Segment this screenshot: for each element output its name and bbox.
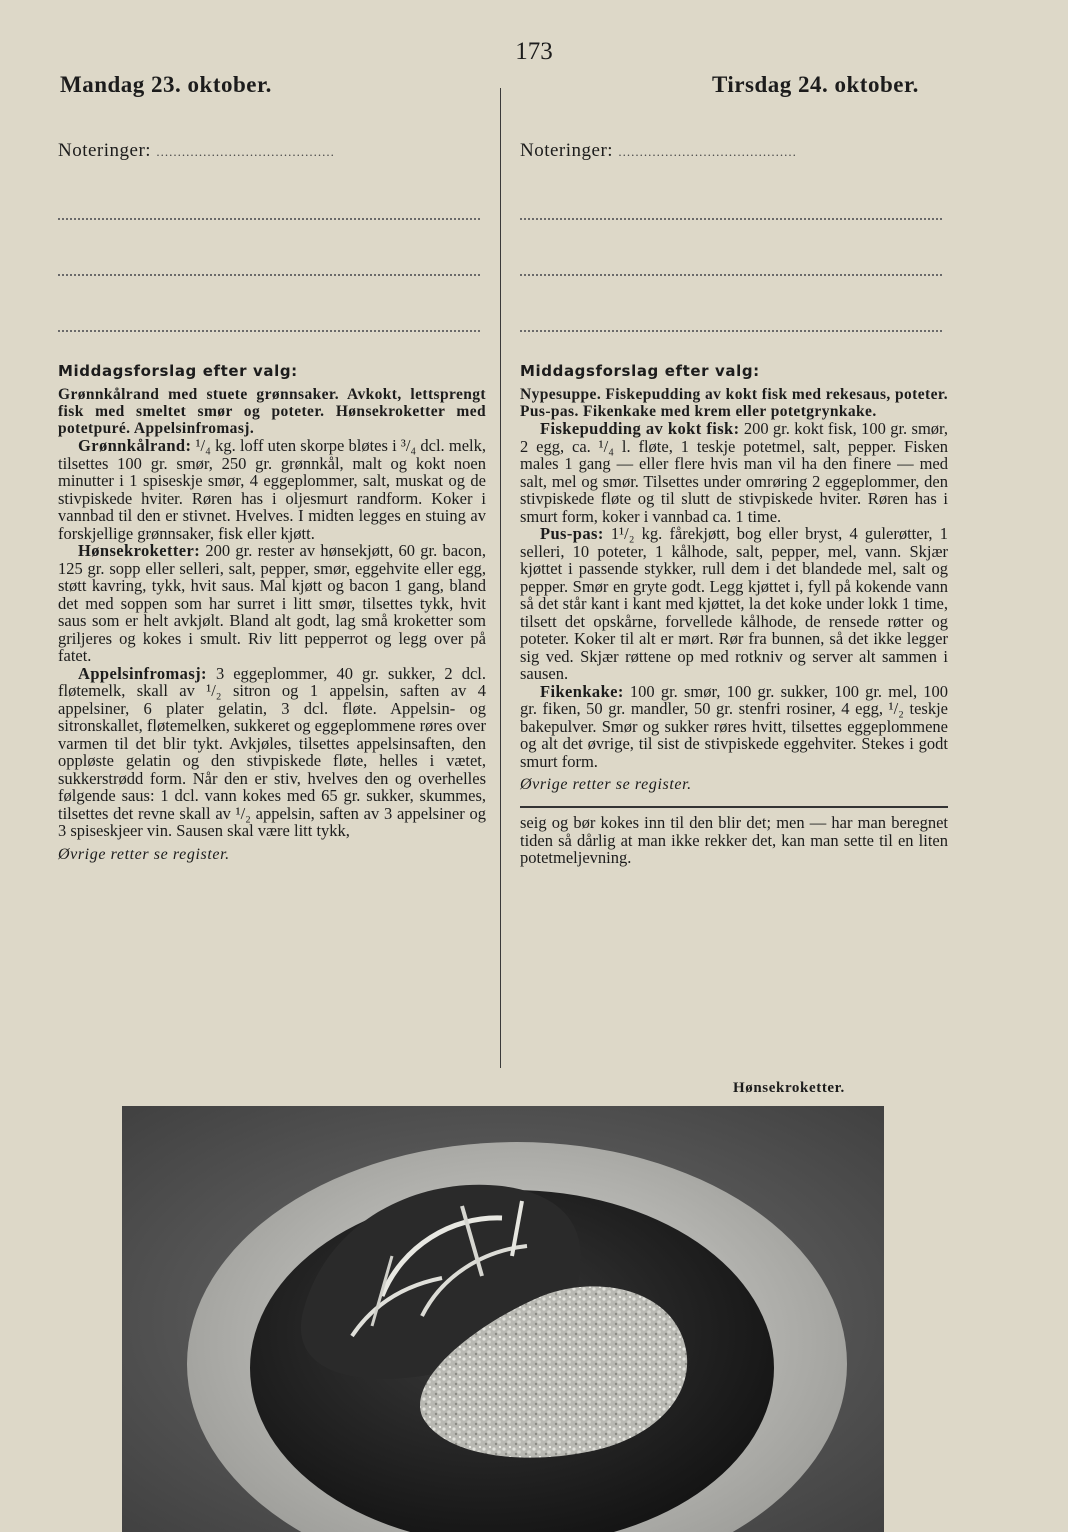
recipe-honsekroketter: [58, 542, 486, 665]
recipe-title: Grønnkålrand:: [78, 436, 192, 455]
day-heading-tuesday: Tirsdag 24. oktober.: [712, 72, 919, 97]
plate-illustration: [122, 1106, 884, 1532]
recipe-fikenkake: [520, 683, 948, 771]
column-divider: [500, 88, 501, 1068]
notes-label: Noteringer: ..........................................: [58, 140, 335, 161]
notes-line[interactable]: [520, 276, 942, 332]
page-number: 173: [515, 38, 553, 65]
recipe-text: 200 gr. rester av hønsekjøtt, 60 gr. bacon, 125 gr. sopp eller selleri, salt, pepper, smør, eggehvite eller egg, støtt kavring, tykk, hvit saus. Mal kjøtt og bacon 1 gang, bland det med soppen som har surret i litt smør, tilsettes tykk, hvit saus som er helt avkjølt. Bland alt godt, lag små kroketter som griljeres og kokes i smult. Riv litt pepperrot og legg over på fatet.: [58, 541, 486, 665]
register-note: Øvrige retter se register.: [58, 845, 230, 863]
monday-column: [58, 140, 486, 864]
recipe-title: Pus-pas:: [540, 524, 604, 543]
recipe-text: 200 gr. kokt fisk, 100 gr. smør, 2 egg, ca. ¹/₄ l. fløte, 1 teskje potetmel, salt, pepper. Fisken males 1 gang — eller flere hvis man vil ha den finere — med salt, mel og smør. Tilsettes under omrøring 2 eggeplommer, den stivpiskede fløte og til slutt de stivpiskede hviter. Røren has i smurt form, koker i vannbad ca. 1 time.: [520, 419, 948, 526]
recipe-gronnkalrand: [58, 437, 486, 542]
recipe-text: 1¹/₂ kg. fårekjøtt, bog eller bryst, 4 gulerøtter, 1 selleri, 10 poteter, 1 kålhode, salt, pepper, mel, vann. Skjær kjøttet i passende stykker, rull dem i det blandede mel, salt og pepper. Smør en gryte godt. Legg kjøttet i, fyll på kokende vann så det står kant i kant med kjøttet, la det koke under lokk 1 time, tilsett det opskårne, forvellede kålhode, de rensede røtter og poteter. Koker til alt er mørt. Rør fra bunnen, så det ikke legger sig ved. Skjær røttene op med rotkniv og server alt sammen i sausen.: [520, 524, 948, 683]
recipe-text: ¹/₄ kg. loff uten skorpe bløtes i ³/₄ dcl. melk, tilsettes 100 gr. smør, 250 gr. grønnkål, malt og kokt noen minutter i 1 spiseskje smør, 4 eggeplommer, salt, muskat og de stivpiskede hviter. Røren has i oljesmurt randform. Koker i vannbad til den er stivnet. Hvelves. I midten legges en stuing av forskjellige grønnsaker, fisk eller kjøtt.: [58, 436, 486, 543]
recipe-title: Appelsinfromasj:: [78, 663, 207, 683]
continuation-text: seig og bør kokes inn til den blir det; men — har man beregnet tiden så dårlig at man ikke rekker det, kan man sette til en liten potetmeljevning.: [520, 813, 948, 867]
recipe-pus-pas: [520, 525, 948, 683]
menu-heading: Middagsforslag efter valg:: [58, 362, 298, 380]
recipe-text: 3 eggeplommer, 40 gr. sukker, 2 dcl. fløtemelk, skall av ¹/₂ sitron og 1 appelsin, saften av 4 appelsiner, 6 plater gelatin, 3 dcl. fløte. Appelsin- og sitronskallet, fløtemelken, sukkeret og eggeplommene røres over varmen til det blir tykt. Avkjøles, tilsettes appelsinsaften, den oppløste gelatin og den stivpiskede fløte, helles i vætet, sukkerstrødd form. Når den er stiv, hvelves den og overhelles følgende saus: 1 dcl. vann kokes med 65 gr. sukker, skummes, tilsettes det revne skall av ¹/₂ appelsin, saften av 3 appelsiner og 3 spiseskjeer vin. Sausen skal være litt tykk,: [58, 663, 486, 840]
recipe-fiskepudding: [520, 420, 948, 525]
notes-line[interactable]: [58, 162, 480, 220]
section-rule: [520, 806, 948, 808]
recipe-title: Fiskepudding av kokt fisk:: [540, 419, 740, 438]
notes-label: Noteringer: ..........................................: [520, 140, 797, 161]
menu-intro: Grønnkålrand med stuete grønnsaker. Avkokt, lettsprengt fisk med smeltet smør og poteter. Hønsekroketter med potetpuré. Appelsinfromasj.: [58, 386, 486, 437]
notes-line[interactable]: [58, 220, 480, 276]
menu-heading: Middagsforslag efter valg:: [520, 362, 760, 380]
recipe-title: Hønsekroketter:: [78, 541, 201, 560]
food-photo: [122, 1106, 884, 1532]
recipe-text: 100 gr. smør, 100 gr. sukker, 100 gr. mel, 100 gr. fiken, 50 gr. mandler, 50 gr. stenfri rosiner, 4 egg, ¹/₂ teskje bakepulver. Smør og sukker røres hvitt, tilsettes eggeplommene og alt det øvrige, til sist de stivpiskede eggehviter. Stekes i godt smurt form.: [520, 681, 948, 771]
recipe-title: Fikenkake:: [540, 681, 624, 701]
photo-caption: Hønsekroketter.: [733, 1080, 845, 1096]
notes-line[interactable]: [520, 162, 942, 220]
menu-intro: Nypesuppe. Fiskepudding av kokt fisk med rekesaus, poteter. Pus-pas. Fikenkake med krem eller potetgrynkake.: [520, 386, 948, 420]
register-note: Øvrige retter se register.: [520, 776, 692, 793]
recipe-appelsinfromasj: [58, 665, 486, 840]
day-heading-monday: Mandag 23. oktober.: [60, 72, 272, 97]
notes-line[interactable]: [520, 220, 942, 276]
tuesday-column: [520, 140, 948, 867]
notes-line[interactable]: [58, 276, 480, 332]
